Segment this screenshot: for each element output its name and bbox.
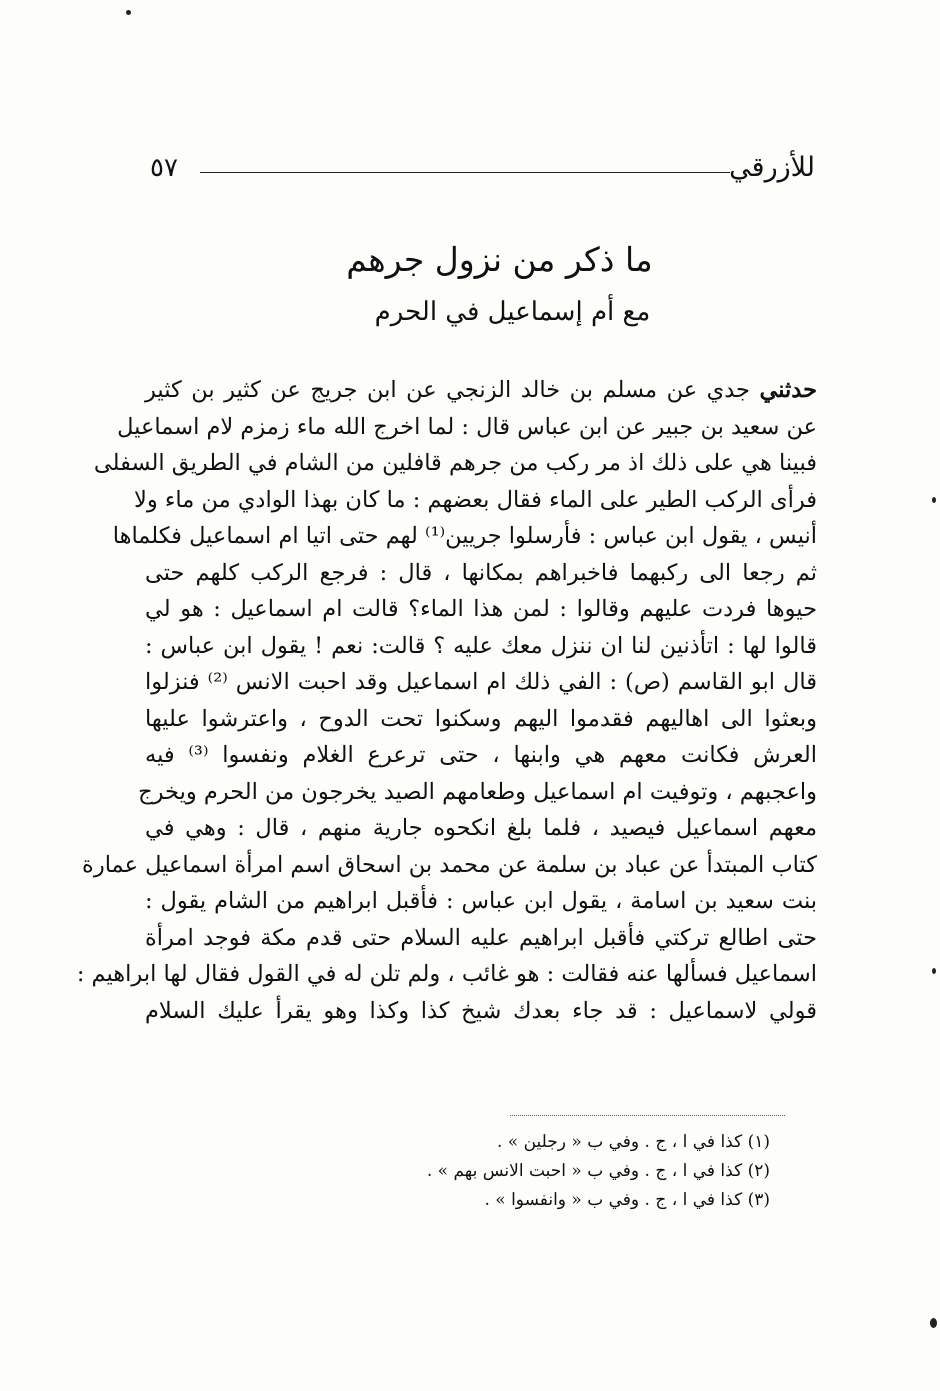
chapter-subtitle: مع أم إسماعيل في الحرم [374, 297, 651, 327]
chapter-title: ما ذكر من نزول جرهم [346, 240, 653, 279]
body-line: معهم اسماعيل فيصيد ، فلما بلغ انكحوه جارية منهم ، قال : وهي في [145, 815, 817, 841]
lead-word: حدثني [759, 377, 817, 403]
body-line [145, 372, 817, 409]
body-line: قال ابو القاسم (ص) : الفي ذلك ام اسماعيل وقد احبت الانس ⁽²⁾ فنزلوا [145, 669, 817, 695]
footnote-3: (٣) كذا في ا ، ج . وفي ب « وانفسوا » . [484, 1190, 770, 1210]
ink-speck [930, 1318, 937, 1328]
footnotes [300, 1128, 770, 1215]
body-line: عن سعيد بن جبير عن ابن عباس قال : لما اخرج الله ماء زمزم لام اسماعيل [117, 413, 817, 440]
body-line: فرأى الركب الطير على الماء فقال بعضهم : ما كان بهذا الوادي من ماء ولا [134, 486, 817, 513]
body-text [76, 372, 817, 1029]
footnote-separator [510, 1115, 785, 1116]
running-head: للأزرقي [729, 152, 815, 183]
page-header [150, 148, 815, 188]
body-line: حيوها فردت عليهم وقالوا : لمن هذا الماء؟ قالت ام اسماعيل : هو لي [145, 596, 817, 622]
chapter-heading [150, 236, 815, 332]
body-line: قالوا لها : اتأذنين لنا ان ننزل معك عليه ؟ قالت: نعم ! يقول ابن عباس : [145, 632, 817, 659]
footnote-2: (٢) كذا في ا ، ج . وفي ب « احبت الانس بهم » . [426, 1161, 770, 1181]
body-line: العرش فكانت معهم هي وابنها ، حتى ترعرع الغلام ونفسوا ⁽³⁾ فيه [145, 742, 817, 768]
body-line: واعجبهم ، وتوفيت ام اسماعيل وطعامهم الصيد يخرجون من الحرم ويخرج [138, 778, 817, 805]
header-rule [200, 172, 730, 173]
body-line: اسماعيل فسألها عنه فقالت : هو غائب ، ولم تلن له في القول فقال لها ابراهيم : [76, 961, 817, 987]
body-line: ثم رجعا الى ركبهما فاخبراهم بمكانها ، قال : فرجع الركب كلهم حتى [145, 559, 817, 586]
body-line: وبعثوا الى اهاليهم فقدموا اليهم وسكنوا تحت الدوح ، واعترشوا عليها [145, 705, 817, 732]
body-line: كتاب المبتدأ عن عباد بن سلمة عن محمد بن اسحاق اسم امرأة اسماعيل عمارة [82, 851, 817, 878]
ink-speck [126, 10, 131, 15]
body-line: أنيس ، يقول ابن عباس : فأرسلوا جريين⁽¹⁾ لهم حتى اتيا ام اسماعيل فكلماها [112, 523, 817, 549]
body-line: بنت سعيد بن اسامة ، يقول ابن عباس : فأقبل ابراهيم من الشام يقول : [145, 888, 817, 914]
footnote-1: (١) كذا في ا ، ج . وفي ب « رجلين » . [496, 1132, 770, 1152]
ink-speck [932, 497, 936, 503]
ink-speck [932, 968, 936, 974]
body-line-text: جدي عن مسلم بن خالد الزنجي عن ابن جريج عن كثير بن كثير [145, 377, 760, 403]
page-number: ٥٧ [150, 153, 178, 183]
body-line: حتى اطالع تركتي فأقبل ابراهيم عليه السلام حتى قدم مكة فوجد امرأة [145, 924, 817, 951]
body-line: فبينا هي على ذلك اذ مر ركب من جرهم قافلين من الشام في الطريق السفلى [93, 450, 817, 476]
body-line: قولي لاسماعيل : قد جاء بعدك شيخ كذا وكذا وهو يقرأ عليك السلام [145, 997, 817, 1024]
